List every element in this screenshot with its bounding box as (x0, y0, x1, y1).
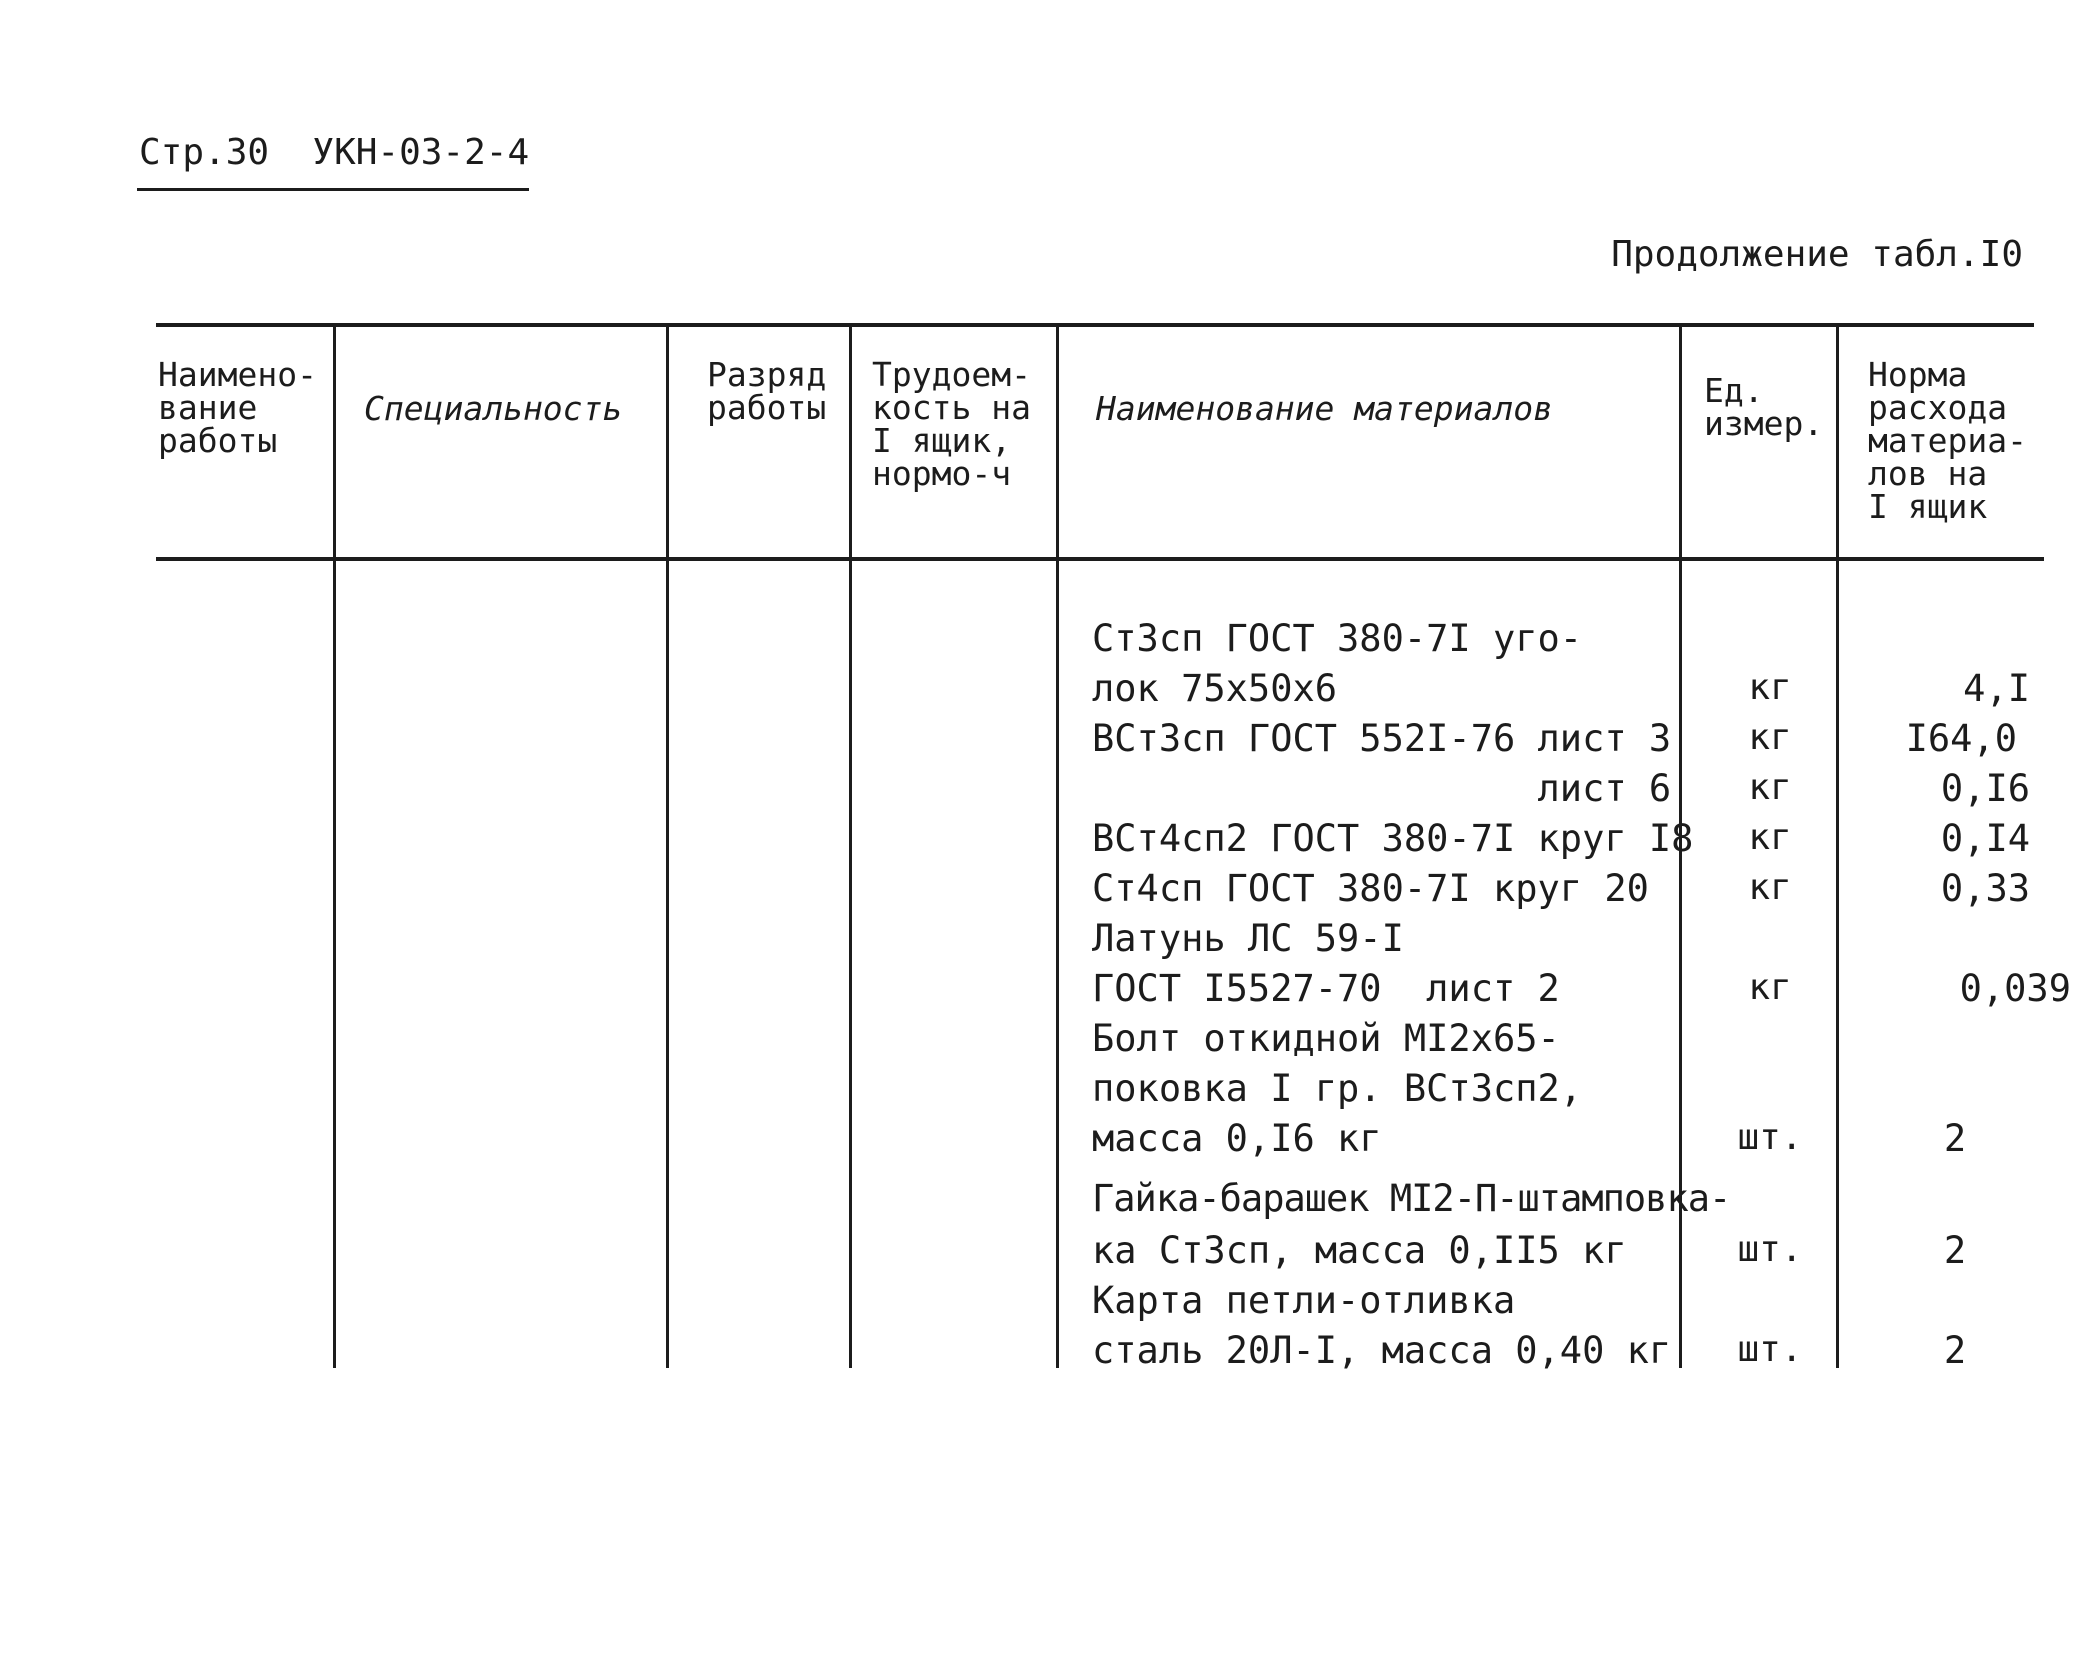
material-line: Гайка-барашек МI2-П-штамповка- (1092, 1177, 1731, 1220)
unit-cell: кг (1748, 967, 1792, 1008)
material-line: Болт откидной МI2х65- (1092, 1017, 1560, 1060)
header-unit: Ед. измер. (1704, 371, 1824, 443)
unit-cell: шт. (1737, 1117, 1803, 1158)
material-line: ка Ст3сп, масса 0,II5 кг (1092, 1229, 1627, 1272)
unit-cell: шт. (1737, 1229, 1803, 1270)
table-caption: Продолжение табл.I0 (1611, 234, 2023, 275)
unit-cell: кг (1748, 717, 1792, 758)
header-labor-intensity: Трудоем- кость на I ящик, нормо-ч (872, 355, 1031, 493)
material-line: поковка I гр. ВСт3сп2, (1092, 1067, 1583, 1110)
material-line: Латунь ЛС 59-I (1092, 917, 1404, 960)
material-line: сталь 20Л-I, масса 0,40 кг (1092, 1329, 1672, 1372)
header-work-grade: Разряд работы (707, 355, 827, 427)
material-line: лист 6 (1092, 767, 1672, 810)
material-line: Ст3сп ГОСТ 380-7I уго- (1092, 617, 1583, 660)
unit-cell: кг (1748, 867, 1792, 908)
table-top-rule (156, 323, 2034, 327)
material-line: лок 75х50х6 (1092, 667, 1338, 710)
material-line: ВСт3сп ГОСТ 552I-76 лист 3 (1092, 717, 1672, 760)
column-divider (666, 323, 669, 1368)
column-divider (1056, 323, 1059, 1368)
norm-cell: 2 (1943, 1229, 1967, 1272)
unit-cell: кг (1748, 817, 1792, 858)
unit-cell: шт. (1737, 1329, 1803, 1370)
material-line: масса 0,I6 кг (1092, 1117, 1382, 1160)
norm-cell: 0,I4 (1940, 817, 2030, 860)
norm-cell: 2 (1943, 1329, 1967, 1372)
header-specialty: Специальность (364, 389, 623, 428)
material-line: ГОСТ I5527-70 лист 2 (1092, 967, 1560, 1010)
norm-cell: 0,039 (1959, 967, 2071, 1010)
norm-cell: 0,I6 (1940, 767, 2030, 810)
table-header-rule (156, 557, 2044, 561)
material-line: Ст4сп ГОСТ 380-7I круг 20 (1092, 867, 1649, 910)
norm-cell: 2 (1943, 1117, 1967, 1160)
column-divider (333, 323, 336, 1368)
header-consumption-norm: Норма расхода материа- лов на I ящик (1868, 355, 2027, 526)
material-line: Карта петли-отливка (1092, 1279, 1516, 1322)
norm-cell: 4,I (1963, 667, 2030, 710)
unit-cell: кг (1748, 667, 1792, 708)
page-header: Стр.30 УКН-03-2-4 (139, 132, 530, 173)
header-materials-name: Наименование материалов (1096, 389, 1553, 428)
header-work-name: Наимено- вание работы (158, 355, 317, 460)
norm-cell: I64,0 (1905, 717, 2017, 760)
norm-cell: 0,33 (1940, 867, 2030, 910)
material-line: ВСт4сп2 ГОСТ 380-7I круг I8 (1092, 817, 1694, 860)
unit-cell: кг (1748, 767, 1792, 808)
column-divider (849, 323, 852, 1368)
header-underline (137, 188, 529, 191)
